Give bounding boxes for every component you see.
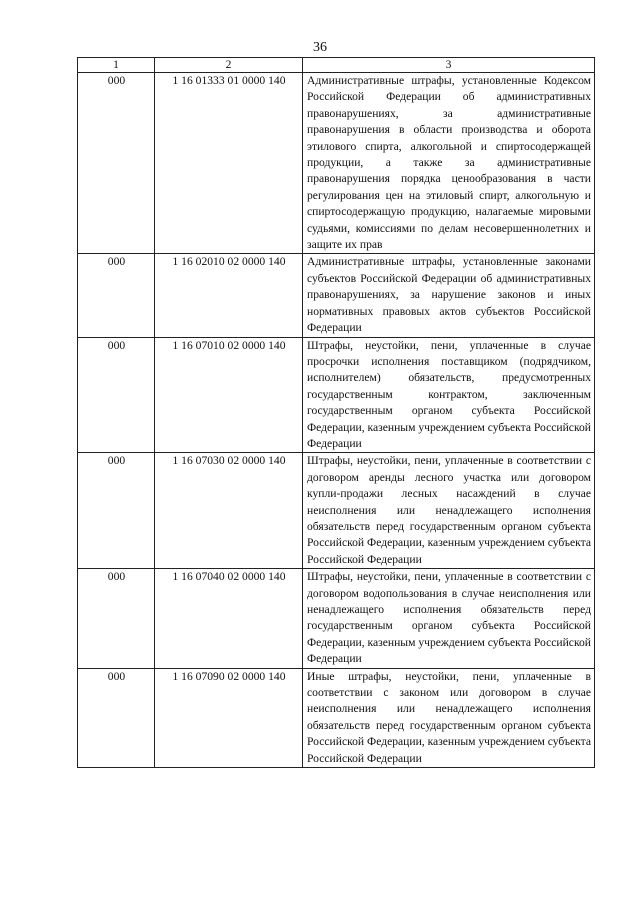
admin-code-cell: 000 [78,73,155,254]
table-row [78,569,595,668]
budget-code-cell: 1 16 07040 02 0000 140 [155,569,303,668]
column-header-3: 3 [303,58,595,73]
admin-code-cell: 000 [78,254,155,337]
table-row [78,668,595,767]
budget-code-cell: 1 16 07090 02 0000 140 [155,668,303,767]
admin-code-cell: 000 [78,453,155,569]
budget-code-table [77,57,595,768]
admin-code-cell: 000 [78,337,155,453]
column-header-2: 2 [155,58,303,73]
budget-code-cell: 1 16 01333 01 0000 140 [155,73,303,254]
income-name-cell: Иные штрафы, неустойки, пени, уплаченные в соответствии с законом или договором в случае неисполнения или ненадлежащего исполнения обязательств перед государственным органом субъекта Российской Федерации, казенным учреждением субъекта Российской Федерации [303,668,595,767]
table-row [78,73,595,254]
income-name-cell: Штрафы, неустойки, пени, уплаченные в соответствии с договором аренды лесного участка или договором купли-продажи лесных насаждений в случае неисполнения или ненадлежащего исполнения обязательств перед государственным органом субъекта Российской Федерации, казенным учреждением субъекта Российской Федерации [303,453,595,569]
table-row [78,254,595,337]
header-row [78,58,595,73]
table-row [78,337,595,453]
page-number: 36 [313,40,327,55]
admin-code-cell: 000 [78,668,155,767]
table-row [78,453,595,569]
budget-code-cell: 1 16 02010 02 0000 140 [155,254,303,337]
income-name-cell: Штрафы, неустойки, пени, уплаченные в соответствии с договором водопользования в случае неисполнения или ненадлежащего исполнения обязательств перед государственным органом субъекта Российской Федерации, казенным учреждением субъекта Российской Федерации [303,569,595,668]
admin-code-cell: 000 [78,569,155,668]
budget-code-cell: 1 16 07030 02 0000 140 [155,453,303,569]
income-name-cell: Штрафы, неустойки, пени, уплаченные в случае просрочки исполнения поставщиком (подрядчиком, исполнителем) обязательств, предусмотренных государственным контрактом, заключенным государственным органом субъекта Российской Федерации, казенным учреждением субъекта Российской Федерации [303,337,595,453]
income-name-cell: Административные штрафы, установленные законами субъектов Российской Федерации об административных правонарушениях, за нарушение законов и иных нормативных правовых актов субъектов Российской Федерации [303,254,595,337]
income-name-cell: Административные штрафы, установленные Кодексом Российской Федерации об административных правонарушениях, за административные правонарушения в области производства и оборота этилового спирта, алкогольной и спиртосодержащей продукции, а также за административные правонарушения порядка ценообразования в части регулирования цен на этиловый спирт, алкогольную и спиртосодержащую продукцию, налагаемые мировыми судьями, комиссиями по делам несовершеннолетних и защите их прав [303,73,595,254]
column-header-1: 1 [78,58,155,73]
budget-code-cell: 1 16 07010 02 0000 140 [155,337,303,453]
